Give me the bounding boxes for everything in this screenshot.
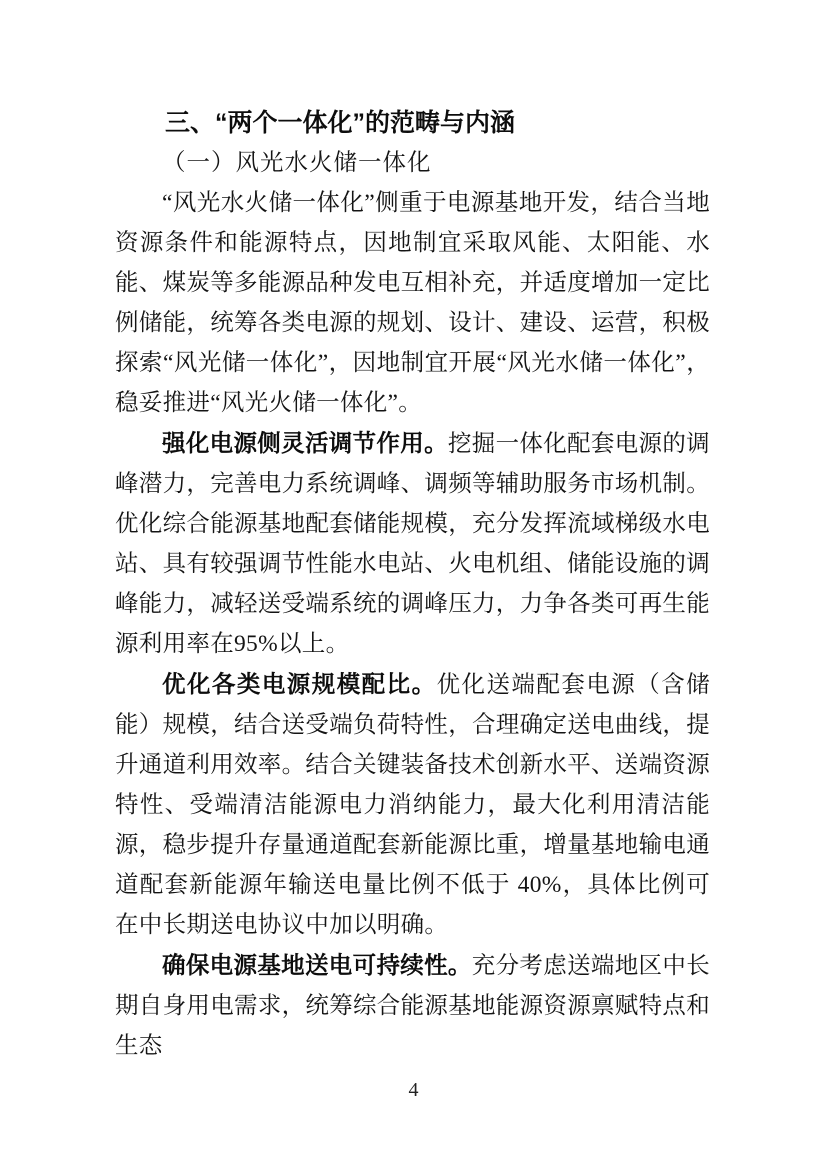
document-body xyxy=(115,183,710,1066)
paragraph-lead: 强化电源侧灵活调节作用。 xyxy=(162,430,448,456)
paragraph-text: “风光水火储一体化”侧重于电源基地开发，结合当地资源条件和能源特点，因地制宜采取风能、太阳能、水能、煤炭等多能源品种发电互相补充，并适度增加一定比例储能，统筹各类电源的规划、设计、建设、运营，积极探索“风光储一体化”，因地制宜开展“风光水储一体化”，稳妥推进“风光火储一体化”。 xyxy=(115,190,710,416)
paragraph xyxy=(115,183,710,423)
paragraph xyxy=(115,664,710,945)
paragraph-lead: 优化各类电源规模配比。 xyxy=(162,671,437,697)
section-heading: 三、“两个一体化”的范畴与内涵 xyxy=(165,109,516,137)
paragraph xyxy=(115,945,710,1066)
subsection-heading: （一）风光水火储一体化 xyxy=(162,150,432,176)
paragraph-lead: 确保电源基地送电可持续性。 xyxy=(162,952,472,978)
paragraph xyxy=(115,423,710,664)
paragraph-text: 挖掘一体化配套电源的调峰潜力，完善电力系统调峰、调频等辅助服务市场机制。优化综合能源基地配套储能规模，充分发挥流域梯级水电站、具有较强调节性能水电站、火电机组、储能设施的调峰能力，减轻送受端系统的调峰压力，力争各类可再生能源利用率在95%以上。 xyxy=(115,431,710,657)
page-number: 4 xyxy=(408,1079,419,1101)
paragraph-text: 优化送端配套电源（含储能）规模，结合送受端负荷特性，合理确定送电曲线，提升通道利用效率。结合关键装备技术创新水平、送端资源特性、受端清洁能源电力消纳能力，最大化利用清洁能源，稳步提升存量通道配套新能源比重，增量基地输电通道配套新能源年输送电量比例不低于 40%，具体比例可在中长期送电协议中加以明确。 xyxy=(115,672,710,938)
paragraph-text: 充分考虑送端地区中长期自身用电需求，统筹综合能源基地能源资源禀赋特点和生态 xyxy=(115,953,711,1059)
